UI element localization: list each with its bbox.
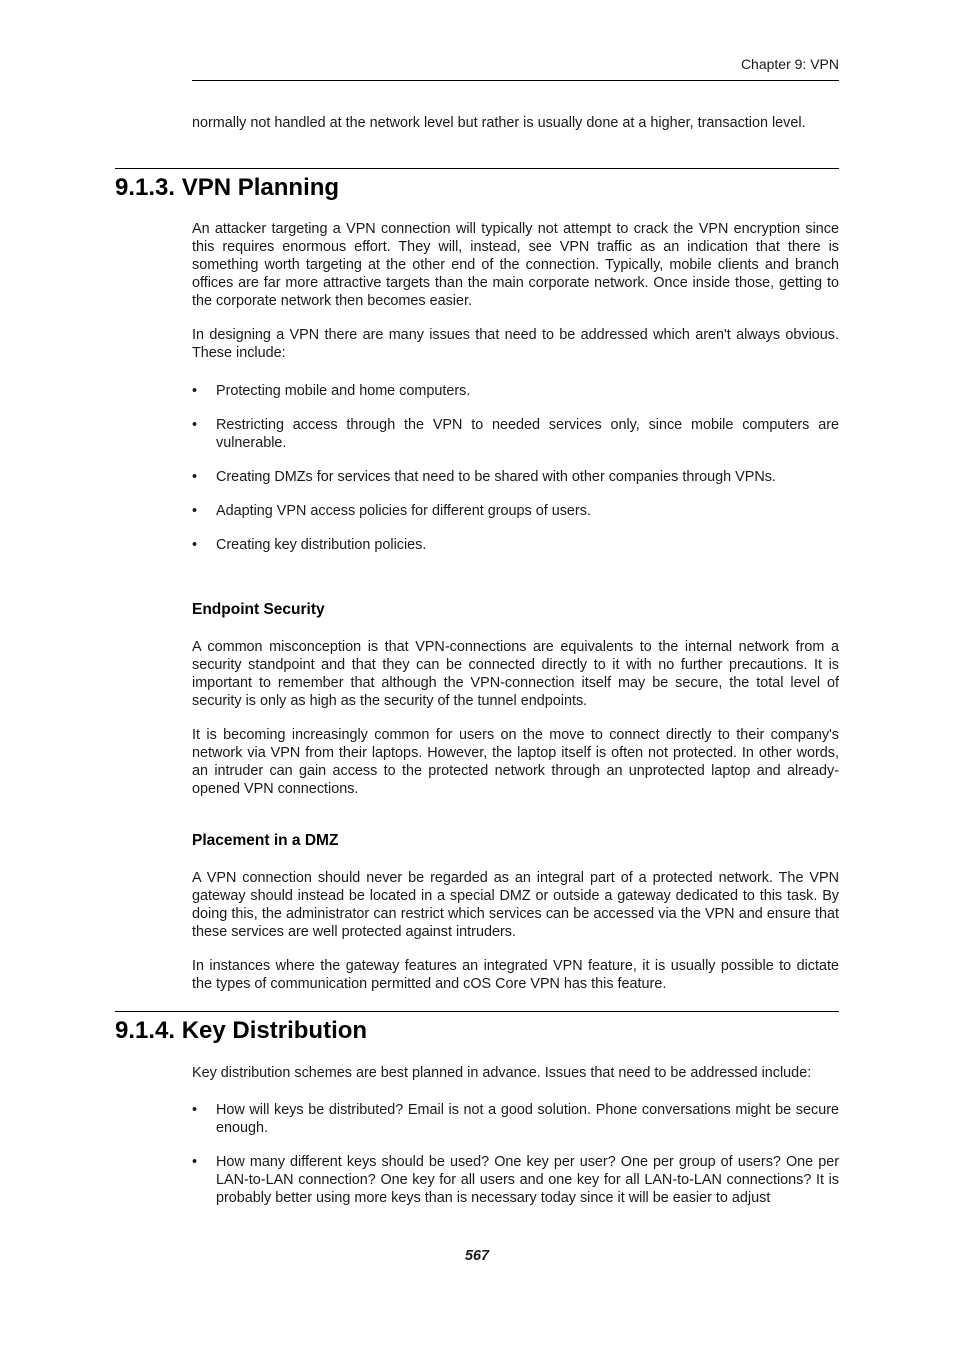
vpn-planning-paragraph-2: In designing a VPN there are many issues that need to be addressed which aren't always obvious. These include:	[192, 327, 839, 361]
vpn-planning-paragraph-1: An attacker targeting a VPN connection will typically not attempt to crack the VPN encryption since this requires enormous effort. They will, instead, see VPN traffic as an indication that there is something worth targeting at the other end of the connection. Typically, mobile clients and branch offices are far more attractive targets than the main corporate network. Once inside those, getting to the corporate network then becomes easier.	[192, 221, 839, 309]
dmz-paragraph-2: In instances where the gateway features an integrated VPN feature, it is usually possible to dictate the types of communication permitted and cOS Core VPN has this feature.	[192, 958, 839, 992]
subsection-title-endpoint-security: Endpoint Security	[192, 601, 325, 618]
bullet-marker: •	[192, 1154, 198, 1170]
list-item-text: Creating DMZs for services that need to be shared with other companies through VPNs.	[216, 469, 776, 485]
bullet-marker: •	[192, 503, 198, 519]
list-item-text: Adapting VPN access policies for different groups of users.	[216, 503, 591, 519]
key-distribution-paragraph-1: Key distribution schemes are best planned in advance. Issues that need to be addressed include:	[192, 1065, 812, 1081]
section-divider-914	[115, 1011, 839, 1012]
list-item-text: Protecting mobile and home computers.	[216, 383, 471, 399]
page-number: 567	[464, 1248, 489, 1264]
list-item-text: Restricting access through the VPN to needed services only, since mobile computers are vulnerable.	[216, 417, 839, 451]
bullet-marker: •	[192, 417, 198, 433]
list-item-text: Creating key distribution policies.	[216, 537, 427, 553]
section-divider-913	[115, 168, 839, 169]
list-item-text: How will keys be distributed? Email is not a good solution. Phone conversations might be secure enough.	[216, 1102, 839, 1136]
section-title-913: 9.1.3. VPN Planning	[115, 174, 340, 201]
dmz-paragraph-1: A VPN connection should never be regarded as an integral part of a protected network. The VPN gateway should instead be located in a special DMZ or outside a gateway dedicated to this task. By doing this, the administrator can restrict which services can be accessed via the VPN and ensure that these services are well protected against intruders.	[192, 870, 839, 940]
bullet-marker: •	[192, 469, 198, 485]
subsection-title-placement-dmz: Placement in a DMZ	[192, 832, 339, 849]
running-header: Chapter 9: VPN	[740, 56, 839, 72]
header-divider	[192, 80, 839, 81]
intro-paragraph: normally not handled at the network level but rather is usually done at a higher, transaction level.	[192, 115, 806, 131]
endpoint-paragraph-1: A common misconception is that VPN-connections are equivalents to the internal network from a security standpoint and that they can be connected directly to it with no further precautions. It is important to remember that although the VPN-connection itself may be secure, the total level of security is only as high as the security of the tunnel endpoints.	[192, 639, 839, 709]
endpoint-paragraph-2: It is becoming increasingly common for users on the move to connect directly to their company's network via VPN from their laptops. However, the laptop itself is often not protected. In other words, an intruder can gain access to the protected network through an unprotected laptop and already-opened VPN connections.	[192, 727, 839, 797]
bullet-marker: •	[192, 383, 198, 399]
section-title-914: 9.1.4. Key Distribution	[115, 1017, 368, 1044]
list-item-text: How many different keys should be used? One key per user? One per group of users? One per LAN-to-LAN connection? One key for all users and one key for all LAN-to-LAN connections? It is probably better using more keys than is necessary today since it will be easier to adjust	[216, 1154, 839, 1206]
bullet-marker: •	[192, 537, 198, 553]
bullet-marker: •	[192, 1102, 198, 1118]
